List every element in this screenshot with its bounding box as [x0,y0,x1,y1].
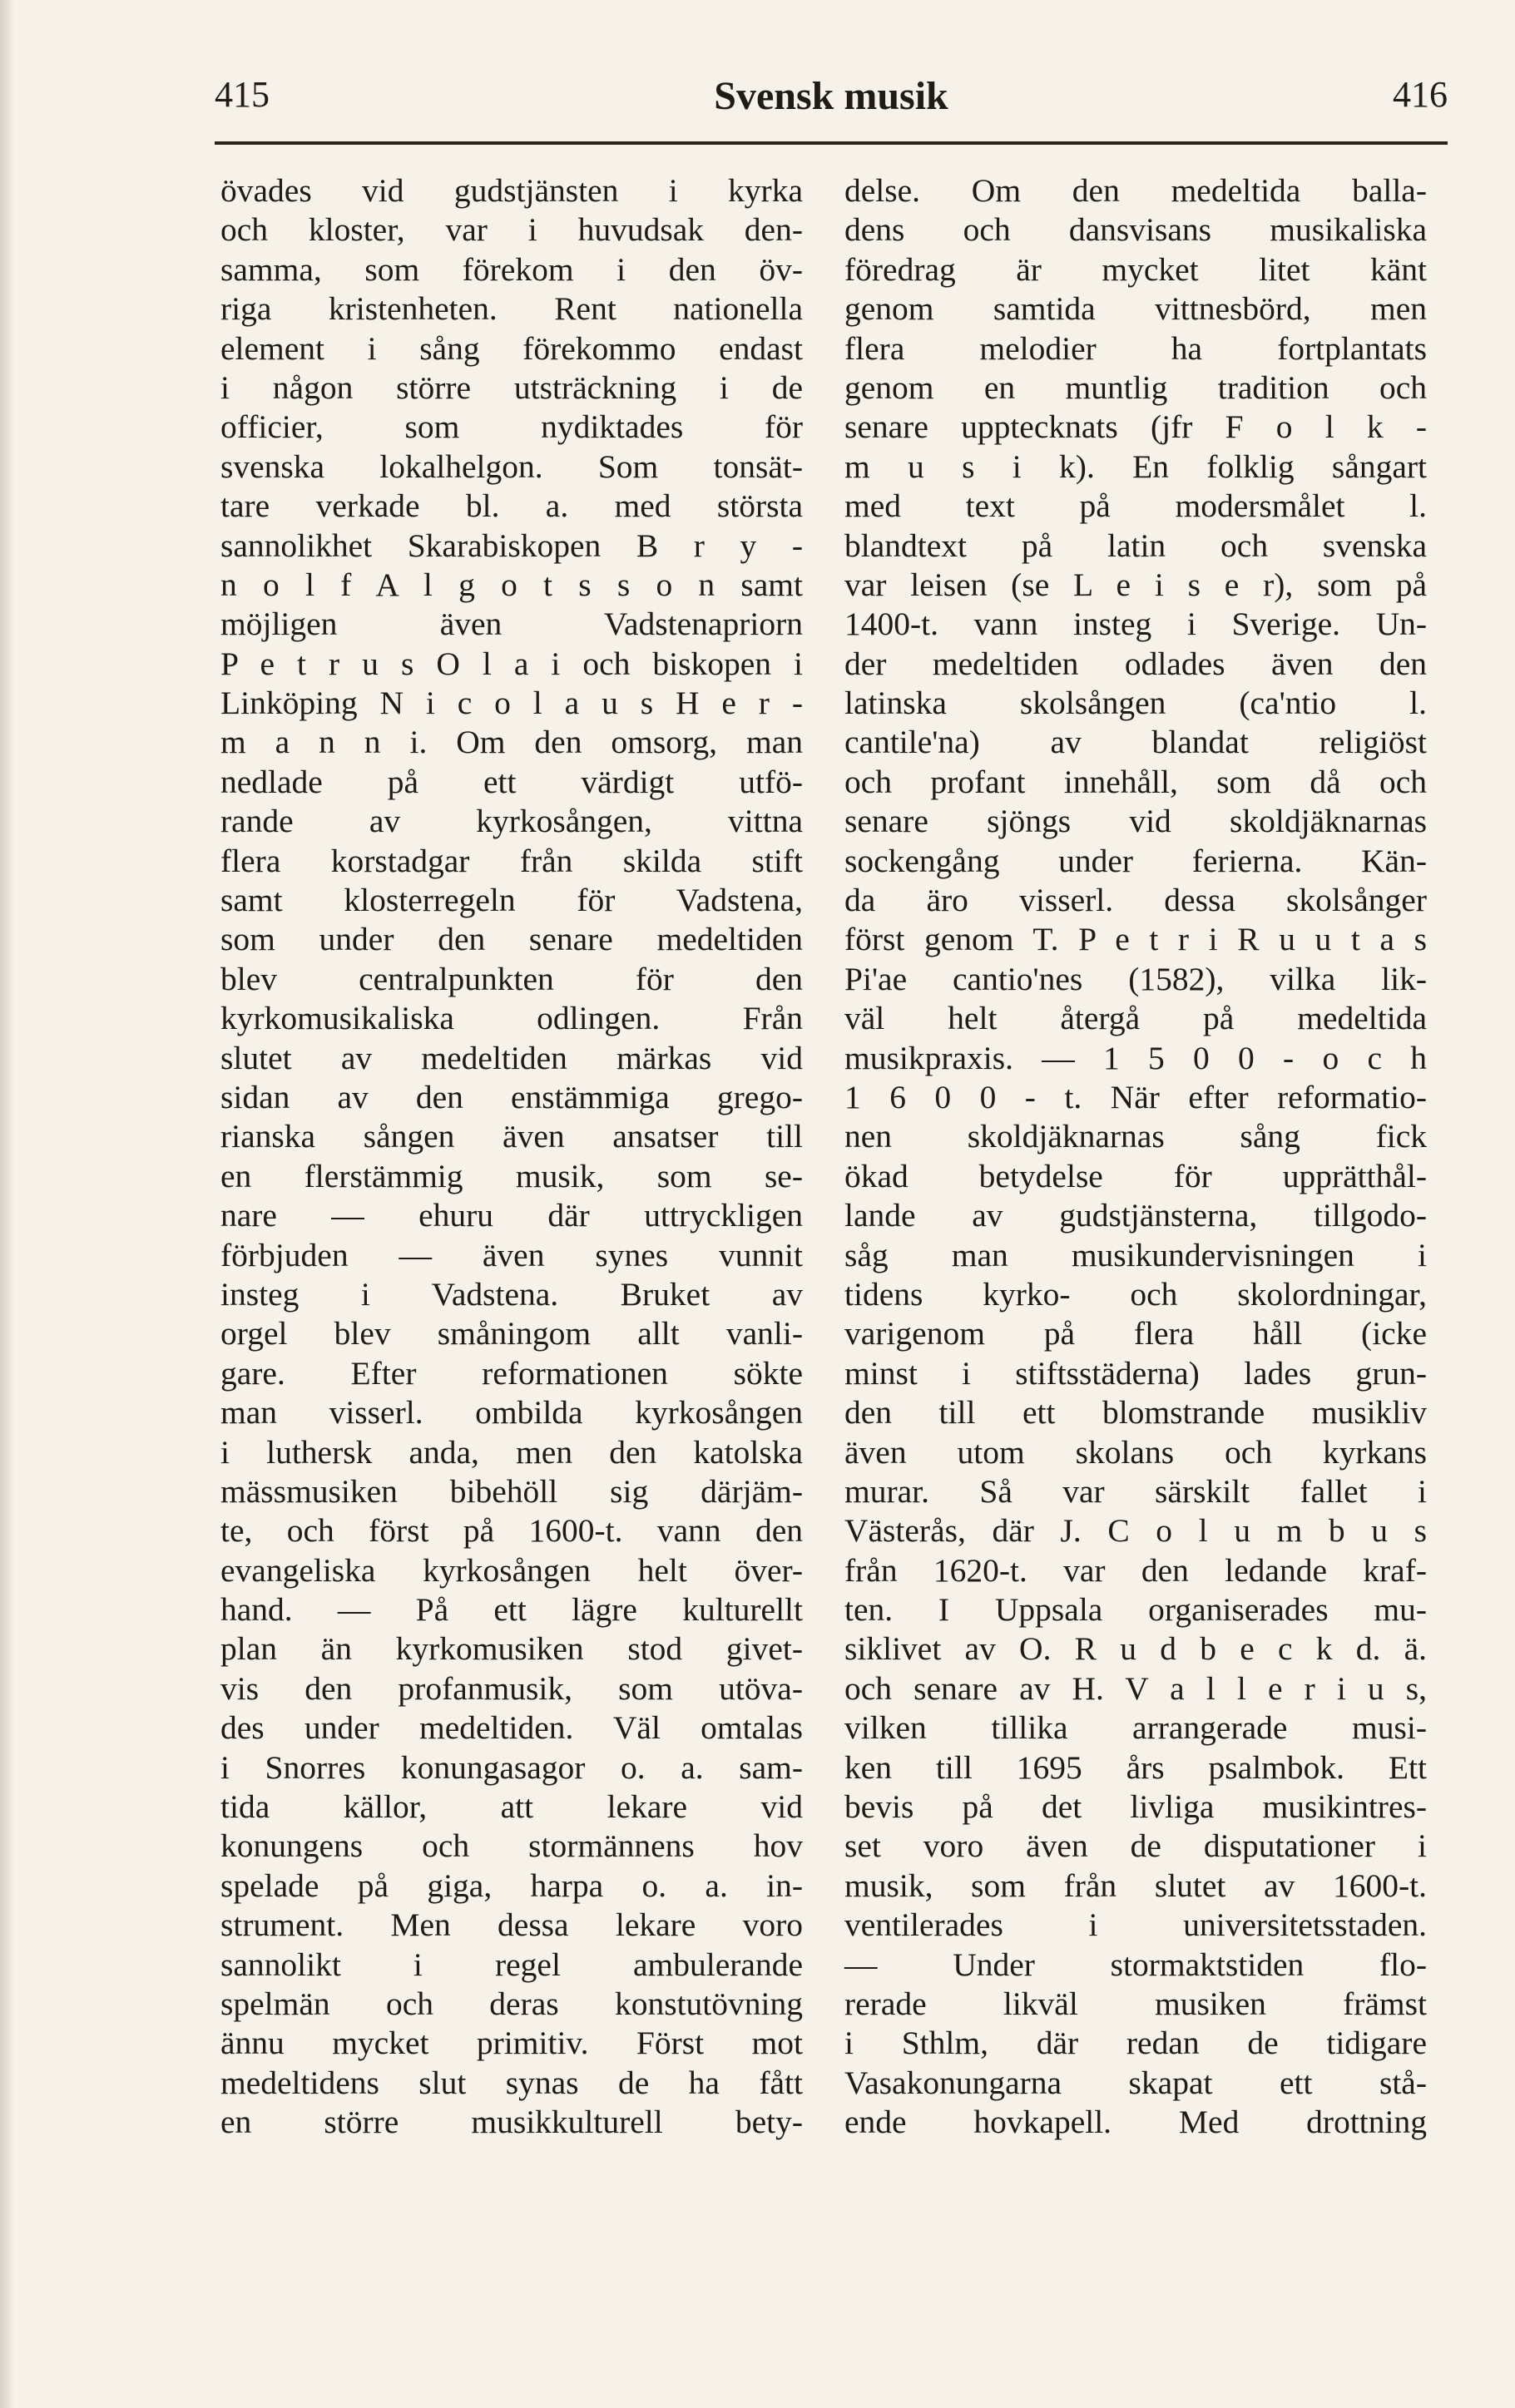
right-column-line: den till ett blomstrande musikliv [844,1394,1427,1431]
right-column-line: minst i stiftsstäderna) lades grun- [844,1354,1427,1392]
left-column-line: mässmusiken bibehöll sig därjäm- [220,1472,803,1510]
right-column-line: tidens kyrko- och skolordningar, [844,1275,1427,1313]
left-column-line: des under medeltiden. Väl omtalas [220,1709,803,1747]
right-column-line: set voro även de disputationer i [844,1827,1427,1865]
right-column-line: varigenom på flera håll (icke [844,1315,1427,1352]
right-column-line: och senare av H. V a l l e r i u s, [844,1669,1427,1707]
page-header [215,74,1448,135]
left-column-line: en större musikkulturell bety- [220,2104,803,2141]
right-column-line: flera melodier ha fortplantats [844,329,1427,367]
right-column-line: genom samtida vittnesbörd, men [844,290,1427,328]
left-column-line: vis den profanmusik, som utöva- [220,1669,803,1707]
right-column-line: blandtext på latin och svenska [844,527,1427,564]
page-number-left: 415 [215,74,270,115]
right-text-column [844,171,1427,2143]
left-column-line: samma, som förekom i den öv- [220,250,803,288]
left-column-line: evangeliska kyrkosången helt över- [220,1551,803,1589]
right-column-line: Västerås, där J. C o l u m b u s [844,1512,1427,1550]
page-number-right: 416 [1393,74,1448,115]
left-column-line: ännu mycket primitiv. Först mot [220,2025,803,2062]
left-column-line: spelade på giga, harpa o. a. in- [220,1867,803,1904]
left-column-line: tida källor, att lekare vid [220,1788,803,1826]
right-column-line: ken till 1695 års psalmbok. Ett [844,1748,1427,1786]
left-column-line: rande av kyrkosången, vittna [220,803,803,840]
right-column-line: dens och dansvisans musikaliska [844,211,1427,249]
right-column-line: från 1620-t. var den ledande kraf- [844,1551,1427,1589]
left-column-line: officier, som nydiktades för [220,408,803,446]
right-column-line: sockengång under ferierna. Kän- [844,842,1427,879]
right-column-line: såg man musikundervisningen i [844,1236,1427,1273]
right-column-line: i Sthlm, där redan de tidigare [844,2025,1427,2062]
right-column-line: ende hovkapell. Med drottning [844,2104,1427,2141]
right-column-line: ten. I Uppsala organiserades mu- [844,1591,1427,1629]
left-column-line: nare — ehuru där uttryckligen [220,1197,803,1234]
left-column-line: en flerstämmig musik, som se- [220,1157,803,1194]
left-column-line: i Snorres konungasagor o. a. sam- [220,1748,803,1786]
left-column-line: plan än kyrkomusiken stod givet- [220,1630,803,1668]
right-column-line: latinska skolsången (ca'ntio l. [844,685,1427,722]
left-column-line: insteg i Vadstena. Bruket av [220,1275,803,1313]
right-column-line: föredrag är mycket litet känt [844,250,1427,288]
left-column-line: orgel blev småningom allt vanli- [220,1315,803,1352]
left-column-line: rianska sången även ansatser till [220,1118,803,1155]
right-column-line: 1400-t. vann insteg i Sverige. Un- [844,606,1427,643]
left-column-line: övades vid gudstjänsten i kyrka [220,172,803,209]
left-column-line: spelmän och deras konstutövning [220,1985,803,2022]
running-title: Svensk musik [714,74,948,118]
right-column-line: var leisen (se L e i s e r), som på [844,566,1427,603]
left-column-line: medeltidens slut synas de ha fått [220,2064,803,2101]
left-column-line: i luthersk anda, men den katolska [220,1433,803,1471]
left-column-line: gare. Efter reformationen sökte [220,1354,803,1392]
left-column-line: riga kristenheten. Rent nationella [220,290,803,328]
header-rule [215,141,1448,145]
right-column-line: väl helt återgå på medeltida [844,1000,1427,1037]
right-column-line: musik, som från slutet av 1600-t. [844,1867,1427,1904]
right-column-line: Vasakonungarna skapat ett stå- [844,2064,1427,2101]
left-column-line: slutet av medeltiden märkas vid [220,1039,803,1076]
right-column-line: senare sjöngs vid skoldjäknarnas [844,803,1427,840]
left-column-line: kyrkomusikaliska odlingen. Från [220,1000,803,1037]
right-column-line: musikpraxis. — 1 5 0 0 - o c h [844,1039,1427,1076]
right-column-line: även utom skolans och kyrkans [844,1433,1427,1471]
left-column-line: förbjuden — även synes vunnit [220,1236,803,1273]
left-column-line: te, och först på 1600-t. vann den [220,1512,803,1550]
right-column-line: ventilerades i universitetsstaden. [844,1906,1427,1944]
left-column-line: man visserl. ombilda kyrkosången [220,1394,803,1431]
right-column-line: murar. Så var särskilt fallet i [844,1472,1427,1510]
right-column-line: 1 6 0 0 - t. När efter reformatio- [844,1078,1427,1115]
right-column-line: ökad betydelse för upprätthål- [844,1157,1427,1194]
left-column-line: strument. Men dessa lekare voro [220,1906,803,1944]
left-column-line: element i sång förekommo endast [220,329,803,367]
left-column-line: i någon större utsträckning i de [220,368,803,406]
right-column-line: och profant innehåll, som då och [844,763,1427,800]
right-column-line: delse. Om den medeltida balla- [844,172,1427,209]
left-column-line: blev centralpunkten för den [220,960,803,997]
left-column-line: m a n n i. Om den omsorg, man [220,724,803,761]
left-column-line: Linköping N i c o l a u s H e r - [220,685,803,722]
left-column-line: n o l f A l g o t s s o n samt [220,566,803,603]
left-column-line: sidan av den enstämmiga grego- [220,1078,803,1115]
right-column-line: nen skoldjäknarnas sång fick [844,1118,1427,1155]
right-column-line: med text på modersmålet l. [844,487,1427,525]
right-column-line: rerade likväl musiken främst [844,1985,1427,2022]
right-column-line: genom en muntlig tradition och [844,368,1427,406]
right-column-line: — Under stormaktstiden flo- [844,1946,1427,1983]
right-column-line: lande av gudstjänsterna, tillgodo- [844,1197,1427,1234]
page-edge-shadow [0,0,15,2408]
left-column-line: och kloster, var i huvudsak den- [220,211,803,249]
right-column-line: der medeltiden odlades även den [844,645,1427,682]
left-column-line: flera korstadgar från skilda stift [220,842,803,879]
left-column-line: svenska lokalhelgon. Som tonsät- [220,447,803,485]
right-column-line: m u s i k). En folklig sångart [844,447,1427,485]
left-column-line: P e t r u s O l a i och biskopen i [220,645,803,682]
right-column-line: siklivet av O. R u d b e c k d. ä. [844,1630,1427,1668]
left-column-line: hand. — På ett lägre kulturellt [220,1591,803,1629]
left-column-line: samt klosterregeln för Vadstena, [220,882,803,919]
left-column-line: möjligen även Vadstenapriorn [220,606,803,643]
right-column-line: senare upptecknats (jfr F o l k - [844,408,1427,446]
left-column-line: sannolikt i regel ambulerande [220,1946,803,1983]
left-column-line: sannolikhet Skarabiskopen B r y - [220,527,803,564]
right-column-line: Pi'ae cantio'nes (1582), vilka lik- [844,960,1427,997]
right-column-line: vilken tillika arrangerade musi- [844,1709,1427,1747]
left-column-line: konungens och stormännens hov [220,1827,803,1865]
right-column-line: da äro visserl. dessa skolsånger [844,882,1427,919]
left-text-column [220,171,803,2143]
left-column-line: som under den senare medeltiden [220,921,803,958]
left-column-line: tare verkade bl. a. med största [220,487,803,525]
right-column-line: först genom T. P e t r i R u u t a s [844,921,1427,958]
left-column-line: nedlade på ett värdigt utfö- [220,763,803,800]
right-column-line: cantile'na) av blandat religiöst [844,724,1427,761]
right-column-line: bevis på det livliga musikintres- [844,1788,1427,1826]
